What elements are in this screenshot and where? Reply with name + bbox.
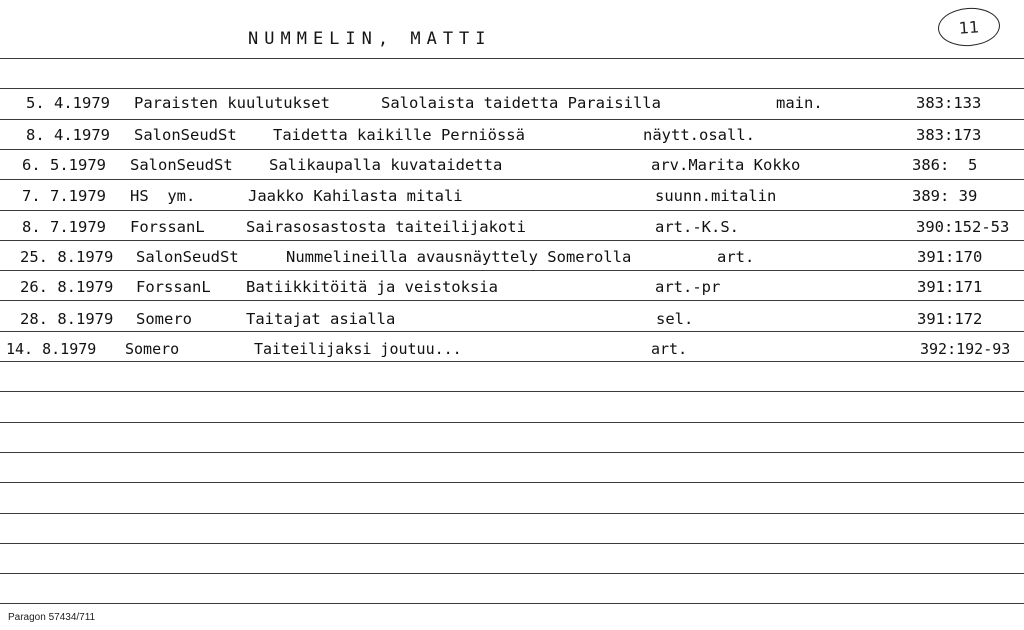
entry-type: art. [651,340,688,358]
entry-row [0,340,1024,368]
entry-type: art.-pr [655,278,721,296]
entry-type: suunn.mitalin [655,187,777,205]
entry-date: 8. 4.1979 [26,126,110,144]
rule-line [0,422,1024,423]
entry-ref: 383:133 [916,94,982,112]
entry-headline: Jaakko Kahilasta mitali [248,187,463,205]
entry-headline: Salolaista taidetta Paraisilla [381,94,661,112]
entry-ref: 383:173 [916,126,982,144]
entry-source: Paraisten kuulutukset [134,94,330,112]
entry-date: 6. 5.1979 [22,156,106,174]
entry-headline: Sairasosastosta taiteilijakoti [246,218,526,236]
entry-date: 5. 4.1979 [26,94,110,112]
entry-source: Somero [136,310,192,328]
entry-ref: 389: 39 [912,187,978,205]
entry-headline: Taidetta kaikille Perniössä [273,126,525,144]
entry-headline: Batiikkitöitä ja veistoksia [246,278,498,296]
entry-source: SalonSeudSt [136,248,239,266]
entry-date: 28. 8.1979 [20,310,114,328]
entry-type: art.-K.S. [655,218,739,236]
rule-line [0,603,1024,604]
entry-type: arv.Marita Kokko [651,156,801,174]
entry-type: näytt.osall. [643,126,755,144]
entry-headline: Taitajat asialla [246,310,396,328]
card-number-circle [937,6,1001,48]
entry-source: HS ym. [130,187,196,205]
entry-headline: Taiteilijaksi joutuu... [254,340,462,358]
entry-date: 7. 7.1979 [22,187,106,205]
entry-source: ForssanL [136,278,211,296]
entry-row [0,248,1024,276]
entry-ref: 391:170 [917,248,983,266]
entry-source: SalonSeudSt [134,126,237,144]
rule-line [0,88,1024,89]
entry-date: 14. 8.1979 [6,340,97,358]
entry-row [0,126,1024,154]
card-number: 11 [958,16,980,38]
printer-imprint: Paragon 57434/711 [8,612,96,623]
entry-date: 26. 8.1979 [20,278,114,296]
entry-row [0,278,1024,306]
entry-row [0,94,1024,122]
entry-row [0,218,1024,246]
rule-line [0,513,1024,514]
entry-row [0,156,1024,184]
rule-line [0,391,1024,392]
entry-row [0,187,1024,215]
entry-date: 8. 7.1979 [22,218,106,236]
entry-ref: 391:172 [917,310,983,328]
rule-line [0,543,1024,544]
entry-ref: 386: 5 [912,156,978,174]
entry-ref: 391:171 [917,278,983,296]
entry-type: art. [717,248,755,266]
entry-row [0,310,1024,338]
rule-line [0,58,1024,59]
entry-type: main. [776,94,823,112]
entry-headline: Salikaupalla kuvataidetta [269,156,503,174]
entry-source: SalonSeudSt [130,156,233,174]
rule-line [0,573,1024,574]
card-title: NUMMELIN, MATTI [248,29,492,49]
rule-line [0,482,1024,483]
entry-date: 25. 8.1979 [20,248,114,266]
entry-source: Somero [125,340,180,358]
entry-ref: 390:152-53 [916,218,1010,236]
rule-line [0,452,1024,453]
entry-type: sel. [656,310,694,328]
entry-headline: Nummelineilla avausnäyttely Somerolla [286,248,632,266]
entry-ref: 392:192-93 [920,340,1011,358]
entry-source: ForssanL [130,218,205,236]
